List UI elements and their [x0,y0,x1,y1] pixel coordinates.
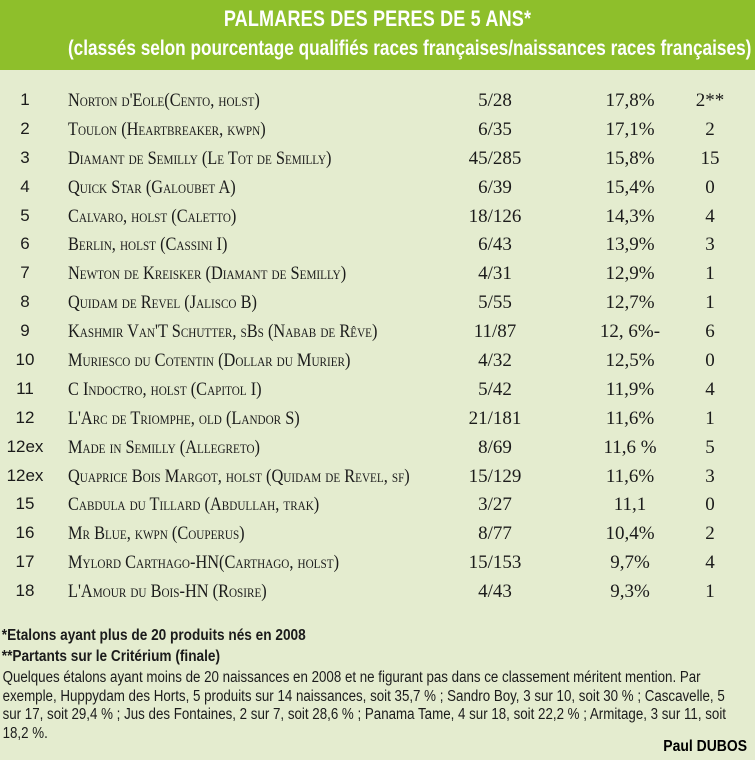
ratio-cell: 6/39 [478,176,512,198]
horse-name-cell: Toulon (Heartbreaker, kwpn) [68,118,266,140]
horse-name-cell: Berlin, holst (Cassini I) [68,234,228,256]
rank-cell: 6 [20,234,30,254]
ratio-cell: 11/87 [473,321,517,343]
rank-cell: 8 [20,292,30,312]
percentage-cell: 12,5% [605,350,655,372]
horse-name-cell: L'Amour du Bois-HN (Rosire) [68,581,267,603]
ratio-cell: 15/153 [468,552,522,574]
horse-name-cell: Cabdula du Tillard (Abdullah, trak) [68,494,320,516]
percentage-cell: 14,3% [605,205,655,227]
criterium-cell: 0 [705,494,715,516]
ratio-cell: 8/69 [478,436,512,458]
horse-name-cell: Made in Semilly (Allegreto) [68,436,260,458]
rank-cell: 12 [15,407,35,427]
criterium-cell: 4 [705,378,715,400]
percentage-cell: 13,9% [605,234,655,256]
percentage-cell: 12, 6%- [599,321,661,343]
ratio-cell: 6/35 [478,118,512,140]
author-signature: Paul DUBOS [663,738,747,755]
horse-name-cell: Newton de Kreisker (Diamant de Semilly) [68,263,347,285]
rank-cell: 4 [20,176,30,196]
table-row [0,377,755,406]
percentage-cell: 11,6% [605,465,655,487]
rank-cell: 2 [20,118,30,138]
table-row [0,406,755,435]
percentage-cell: 9,3% [610,581,650,603]
rank-cell: 15 [15,494,35,514]
rank-cell: 16 [15,523,35,543]
page-subtitle: (classés selon pourcentage qualifiés races françaises/naissances races françaises) [67,37,752,60]
criterium-cell: 6 [705,321,715,343]
mention-paragraph: Quelques étalons ayant moins de 20 naissances en 2008 et ne figurant pas dans ce classement méritent mention. Par exemple, Huppydam des Horts, 5 produits sur 14 naissances, soit 35,7 % ; Sandro Boy, 3 sur 10, soit 30 % ; Cascavelle, 5 sur 17, soit 29,4 % ; Jus des Fontaines, 2 sur 7, soit 28,6 % ; Panama Tame, 4 sur 18, soit 22,2 % ; Armitage, 3 sur 11, soit 18,2 %. [2,669,726,742]
criterium-cell: 15 [700,147,720,169]
criterium-cell: 2 [705,523,715,545]
table-row [0,146,755,175]
table-row [0,117,755,146]
table-row [0,550,755,579]
ratio-cell: 4/43 [478,581,512,603]
criterium-cell: 4 [705,552,715,574]
criterium-cell: 2** [695,90,725,111]
percentage-cell: 11,6 % [603,436,657,458]
criterium-cell: 2 [705,118,715,140]
table-row [0,492,755,521]
horse-name-cell: Quidam de Revel (Jalisco B) [68,292,257,314]
table-row [0,435,755,464]
header-banner [0,0,755,70]
ratio-cell: 5/42 [478,378,512,400]
ratio-cell: 3/27 [478,494,512,516]
horse-name-cell: Norton d'Eole(Cento, holst) [68,90,260,111]
percentage-cell: 12,9% [605,263,655,285]
rank-cell: 9 [20,321,30,341]
horse-name-cell: Quick Star (Galoubet A) [68,176,236,198]
rank-cell: 1 [20,90,30,109]
ranking-table [0,88,755,608]
ratio-cell: 18/126 [468,205,522,227]
criterium-cell: 1 [705,581,715,603]
rank-cell: 7 [20,263,30,283]
table-row [0,175,755,204]
criterium-cell: 1 [705,292,715,314]
rank-cell: 3 [20,147,30,167]
horse-name-cell: Mr Blue, kwpn (Couperus) [68,523,245,545]
criterium-cell: 3 [705,234,715,256]
table-row [0,232,755,261]
criterium-cell: 0 [705,350,715,372]
table-row [0,319,755,348]
rank-cell: 11 [16,378,34,398]
ratio-cell: 4/32 [478,350,512,372]
criterium-cell: 1 [705,263,715,285]
table-row [0,464,755,493]
percentage-cell: 17,1% [605,118,655,140]
ratio-cell: 4/31 [478,263,512,285]
percentage-cell: 12,7% [605,292,655,314]
criterium-cell: 3 [705,465,715,487]
table-row [0,579,755,608]
percentage-cell: 17,8% [605,90,655,111]
table-row [0,521,755,550]
percentage-cell: 11,1 [613,494,647,516]
criterium-cell: 0 [705,176,715,198]
percentage-cell: 11,9% [605,378,655,400]
percentage-cell: 11,6% [605,407,655,429]
table-row [0,348,755,377]
rank-cell: 17 [15,552,35,572]
horse-name-cell: L'Arc de Triomphe, old (Landor S) [68,407,300,429]
ratio-cell: 8/77 [478,523,512,545]
ratio-cell: 45/285 [468,147,522,169]
footnotes [0,627,755,743]
ratio-cell: 21/181 [468,407,522,429]
horse-name-cell: Quaprice Bois Margot, holst (Quidam de Revel, sf) [68,465,410,487]
rank-cell: 18 [15,581,35,601]
table-row [0,88,755,117]
table-row [0,290,755,319]
table-row [0,204,755,233]
percentage-cell: 10,4% [605,523,655,545]
rank-cell: 5 [20,205,30,225]
ratio-cell: 6/43 [478,234,512,256]
footnote-criterium: **Partants sur le Critérium (finale) [1,648,221,665]
table-row [0,261,755,290]
criterium-cell: 4 [705,205,715,227]
ratio-cell: 15/129 [468,465,522,487]
horse-name-cell: Diamant de Semilly (Le Tot de Semilly) [68,147,332,169]
horse-name-cell: Muriesco du Cotentin (Dollar du Murier) [68,350,351,372]
footnote-stallions: *Etalons ayant plus de 20 produits nés en 2008 [1,627,306,644]
rank-cell: 10 [15,350,35,370]
horse-name-cell: Mylord Carthago-HN(Carthago, holst) [68,552,340,574]
ratio-cell: 5/28 [478,90,512,111]
percentage-cell: 15,4% [605,176,655,198]
ratio-cell: 5/55 [478,292,512,314]
rank-cell: 12ex [6,436,44,456]
horse-name-cell: Calvaro, holst (Caletto) [68,205,237,227]
page-title: PALMARES DES PERES DE 5 ANS* [223,6,532,31]
criterium-cell: 1 [705,407,715,429]
percentage-cell: 15,8% [605,147,655,169]
horse-name-cell: C Indoctro, holst (Capitol I) [68,378,262,400]
horse-name-cell: Kashmir Van'T Schutter, sBs (Nabab de Rêve) [68,321,378,343]
rank-cell: 12ex [6,465,44,485]
criterium-cell: 5 [705,436,715,458]
percentage-cell: 9,7% [610,552,650,574]
